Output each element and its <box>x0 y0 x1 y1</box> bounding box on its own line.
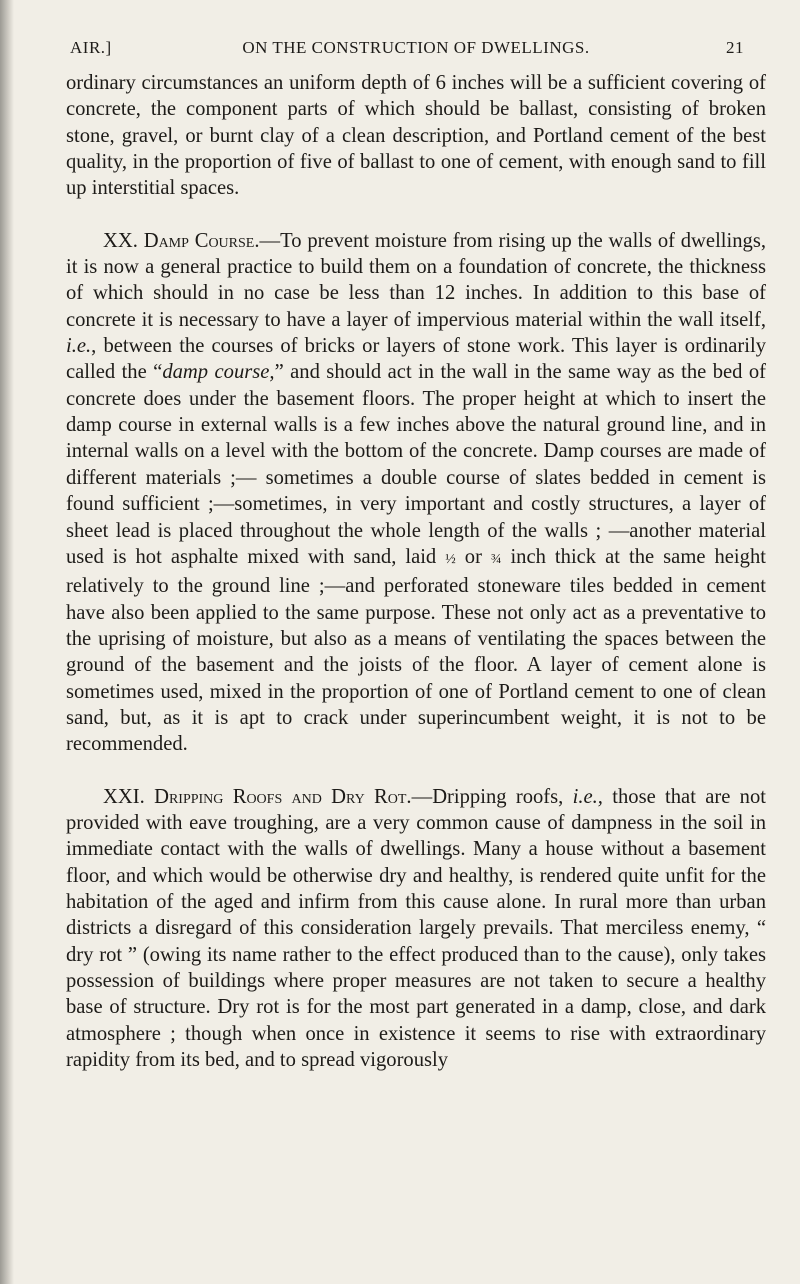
italic-abbreviation: i.e. <box>66 335 92 358</box>
italic-abbreviation: i.e., <box>572 785 603 808</box>
paragraph-continuation <box>66 70 766 202</box>
section-number: XXI. <box>103 785 145 808</box>
paragraph-text: or <box>464 545 482 568</box>
paragraph-text: ordinary circumstances an uniform depth of 6 inches will be a sufficient covering of concrete, the component parts of which should be ballast, consisting of broken stone, gravel, or burnt clay of a clean description, and Portland cement of the best quality, in the proportion of five of ballast to one of cement, with enough sand to fill up interstitial spaces. <box>66 72 766 200</box>
paragraph-text: inch thick at the same height relatively to the ground line ;—and perforated stoneware tiles bedded in cement have also been applied to the same purpose. These not only act as a preventative to the uprising of moisture, but also as a means of ventilating the spaces between the ground of the basement and the joists of the floor. A layer of cement alone is sometimes used, mixed in the proportion of one of Portland cement to one of clean sand, but, as it is apt to crack under superincumbent weight, it is not to be recommended. <box>66 545 766 756</box>
paragraph-text: ” and should act in the wall in the same way as the bed of concrete does under the basement floors. The proper height at which to insert the damp course in external walls is a few inches above the natural ground line, and in internal walls on a level with the bottom of the concrete. Damp courses are made of different materials ;— sometimes a double course of slates bedded in cement is found sufficient ;—sometimes, in very important and costly structures, a layer of sheet lead is placed throughout the whole length of the walls ; —another material used is hot asphalte mixed with sand, laid <box>66 361 767 568</box>
section-heading: Dripping Roofs and Dry Rot. <box>154 785 412 808</box>
italic-term: damp course, <box>162 361 275 384</box>
page-body <box>66 70 766 1073</box>
paragraph-text: —Dripping roofs, <box>411 785 564 808</box>
paragraph-text: those that are not provided with eave troughing, are a very common cause of dampness in the soil in immediate contact with the walls of dwellings. Many a house without a basement floor, and which would be otherwise dry and healthy, is rendered quite unfit for the habitation of the aged and infirm from this cause alone. In rural more than urban districts a disregard of this consideration largely prevails. That merciless enemy, “ dry rot ” (owing its name rather to the effect produced than to the cause), only takes possession of buildings where proper measures are not taken to secure a healthy base of structure. Dry rot is for the most part generated in a damp, close, and dark atmosphere ; though when once in existence it seems to rise with extraordinary rapidity from its bed, and to spread vigorously <box>66 785 766 1072</box>
running-head-title: ON THE CONSTRUCTION OF DWELLINGS. <box>242 38 590 57</box>
fraction-half: ½ <box>445 551 456 567</box>
page-number: 21 <box>726 38 744 57</box>
paragraph-text: , between the courses of bricks or layers of stone work. This layer is ordinarily called the “ <box>66 335 766 384</box>
running-head-section: AIR.] <box>70 38 112 57</box>
book-page <box>66 30 766 1073</box>
section-heading: Damp Course. <box>143 229 260 252</box>
paragraph-text: —To prevent moisture from rising up the walls of dwellings, it is now a general practice to build them on a foundation of concrete, the thickness of which should in no case be less than 12 inches. In addition to this base of concrete it is necessary to have a layer of impervious material within the wall itself, <box>66 229 766 331</box>
binding-shadow <box>0 0 14 1284</box>
paragraph-dripping-roofs <box>66 784 766 1074</box>
running-head <box>66 30 766 70</box>
fraction-three-quarters: ¾ <box>490 551 502 567</box>
section-number: XX. <box>103 229 138 252</box>
paragraph-damp-course <box>66 228 766 758</box>
